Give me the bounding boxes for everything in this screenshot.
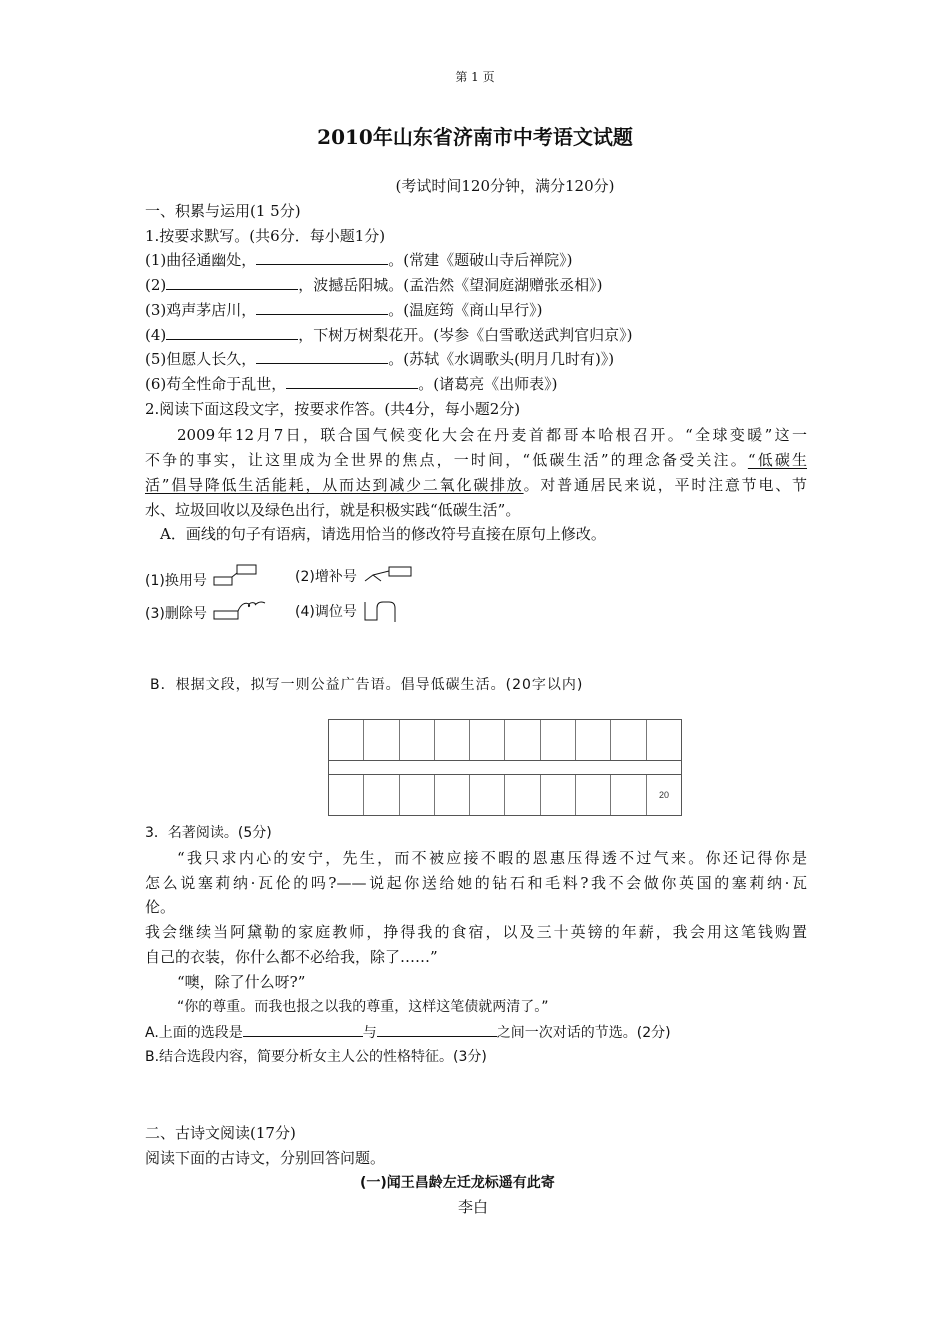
passage-text: 不争的事实，让这里成为全世界的焦点，一时间，“低碳生活”的理念备受关注。 <box>145 451 748 469</box>
answer-blank[interactable] <box>256 250 388 265</box>
q1-item-5 <box>145 349 614 369</box>
item-text: 。(常建《题破山寺后禅院》) <box>388 251 573 269</box>
grid-cell[interactable] <box>329 720 364 760</box>
excerpt-line: 伦。 <box>145 898 176 916</box>
answer-grid-row-1 <box>328 719 682 761</box>
document-subtitle: (考试时间120分钟，满分120分) <box>395 177 615 195</box>
excerpt-line: “我只求内心的安宁，先生，而不被应接不暇的恩惠压得透不过气来。你还记得你是 <box>177 849 807 867</box>
answer-blank[interactable] <box>286 374 418 389</box>
symbol-label: (2)增补号 <box>295 569 357 585</box>
prompt-text: A.上面的选段是 <box>145 1025 243 1041</box>
q3-prompt: 3．名著阅读。(5分) <box>145 825 272 841</box>
q1-item-2 <box>145 275 602 295</box>
prompt-text: 之间一次对话的节选。(2分) <box>496 1025 671 1041</box>
answer-blank[interactable] <box>166 325 298 340</box>
replace-mark-icon <box>211 563 261 591</box>
answer-blank[interactable] <box>256 349 388 364</box>
document-title: 2010年山东省济南市中考语文试题 <box>317 125 633 149</box>
excerpt-line: 怎么说塞莉纳·瓦伦的吗?——说起你送给她的钻石和毛料?我不会做你英国的塞莉纳·瓦 <box>145 874 807 892</box>
item-text: (1)曲径通幽处， <box>145 251 257 269</box>
grid-cell[interactable] <box>329 775 364 815</box>
section2-heading: 二、古诗文阅读(17分) <box>145 1124 296 1142</box>
passage-line: 水、垃圾回收以及绿色出行，就是积极实践“低碳生活”。 <box>145 501 521 519</box>
item-text: 。(诸葛亮《出师表》) <box>418 375 558 393</box>
section2-intro: 阅读下面的古诗文，分别回答问题。 <box>145 1149 386 1167</box>
excerpt-line: “噢，除了什么呀?” <box>177 973 306 991</box>
symbol-label: (4)调位号 <box>295 604 357 620</box>
grid-cell[interactable] <box>435 775 470 815</box>
item-text: (6)苟全性命于乱世， <box>145 375 287 393</box>
grid-cell[interactable] <box>505 775 540 815</box>
char-count-label: 20 <box>658 790 669 800</box>
swap-mark-icon <box>361 598 401 624</box>
item-text: 。(苏轼《水调歌头(明月几时有)》) <box>388 350 615 368</box>
symbol-delete <box>145 598 273 624</box>
grid-cell[interactable] <box>364 775 399 815</box>
q3a-prompt <box>145 1022 671 1043</box>
insert-mark-icon <box>361 563 421 587</box>
grid-cell[interactable] <box>647 775 681 815</box>
item-text: 。(温庭筠《商山早行》) <box>388 301 543 319</box>
symbol-label: (1)换用号 <box>145 573 207 589</box>
item-text: (3)鸡声茅店川， <box>145 301 257 319</box>
passage-line <box>145 475 807 495</box>
grid-cell[interactable] <box>505 720 540 760</box>
grid-cell[interactable] <box>435 720 470 760</box>
answer-blank[interactable] <box>256 300 388 315</box>
delete-mark-icon <box>211 598 273 624</box>
underlined-sentence: 活”倡导降低生活能耗，从而达到减少二氧化碳排放 <box>145 476 524 494</box>
symbol-replace <box>145 563 261 591</box>
excerpt-line: 自己的衣装，你什么都不必给我，除了……” <box>145 948 438 966</box>
prompt-text: 与 <box>362 1025 377 1041</box>
answer-blank[interactable] <box>166 275 298 290</box>
excerpt-line: “你的尊重。而我也报之以我的尊重，这样这笔债就两清了。” <box>177 999 549 1015</box>
answer-grid-row-2 <box>328 774 682 816</box>
grid-cell[interactable] <box>470 775 505 815</box>
passage-text: 。对普通居民来说，平时注意节电、节 <box>523 476 808 494</box>
q1-item-4 <box>145 325 632 345</box>
grid-cell[interactable] <box>611 720 646 760</box>
item-text: ，波撼岳阳城。(孟浩然《望洞庭湖赠张丞相》) <box>298 276 603 294</box>
passage-line <box>145 450 807 470</box>
q1-item-1 <box>145 250 572 270</box>
section1-heading: 一、积累与运用(1 5分) <box>145 202 301 220</box>
answer-blank[interactable] <box>243 1022 363 1037</box>
symbol-insert <box>295 563 421 587</box>
item-text: (4) <box>145 326 167 344</box>
grid-cell[interactable] <box>541 720 576 760</box>
grid-cell[interactable] <box>364 720 399 760</box>
q1-prompt: 1.按要求默写。(共6分．每小题1分) <box>145 227 386 245</box>
grid-cell[interactable] <box>541 775 576 815</box>
item-text: (2) <box>145 276 167 294</box>
grid-cell[interactable] <box>647 720 681 760</box>
grid-cell[interactable] <box>611 775 646 815</box>
grid-cell[interactable] <box>400 720 435 760</box>
page-number: 第 1 页 <box>455 70 495 84</box>
item-text: (5)但愿人长久， <box>145 350 257 368</box>
q1-item-3 <box>145 300 542 320</box>
answer-blank[interactable] <box>377 1022 497 1037</box>
grid-cell[interactable] <box>576 775 611 815</box>
symbol-swap <box>295 598 401 624</box>
q2-prompt: 2.阅读下面这段文字，按要求作答。(共4分，每小题2分) <box>145 400 521 418</box>
excerpt-line: 我会继续当阿黛勒的家庭教师，挣得我的食宿，以及三十英镑的年薪，我会用这笔钱购置 <box>145 923 807 941</box>
grid-cell[interactable] <box>576 720 611 760</box>
q1-item-6 <box>145 374 557 394</box>
item-text: ，下树万树梨花开。(岑参《白雪歌送武判官归京》) <box>298 326 633 344</box>
answer-grid-gap <box>328 760 682 775</box>
grid-cell[interactable] <box>470 720 505 760</box>
q2a-prompt: A．画线的句子有语病，请选用恰当的修改符号直接在原句上修改。 <box>160 525 606 543</box>
grid-cell[interactable] <box>400 775 435 815</box>
passage-line: 2009年12月7日，联合国气候变化大会在丹麦首都哥本哈根召开。“全球变暖”这一 <box>177 426 807 444</box>
poem-title: (一)闻王昌龄左迁龙标遥有此寄 <box>360 1175 555 1191</box>
q3b-prompt: B.结合选段内容，简要分析女主人公的性格特征。(3分) <box>145 1049 487 1065</box>
poem-author: 李白 <box>458 1198 489 1216</box>
q2b-prompt: B．根据文段，拟写一则公益广告语。倡导低碳生活。(20字以内) <box>150 677 584 693</box>
underlined-sentence: “低碳生 <box>747 451 808 469</box>
symbol-label: (3)删除号 <box>145 606 207 622</box>
